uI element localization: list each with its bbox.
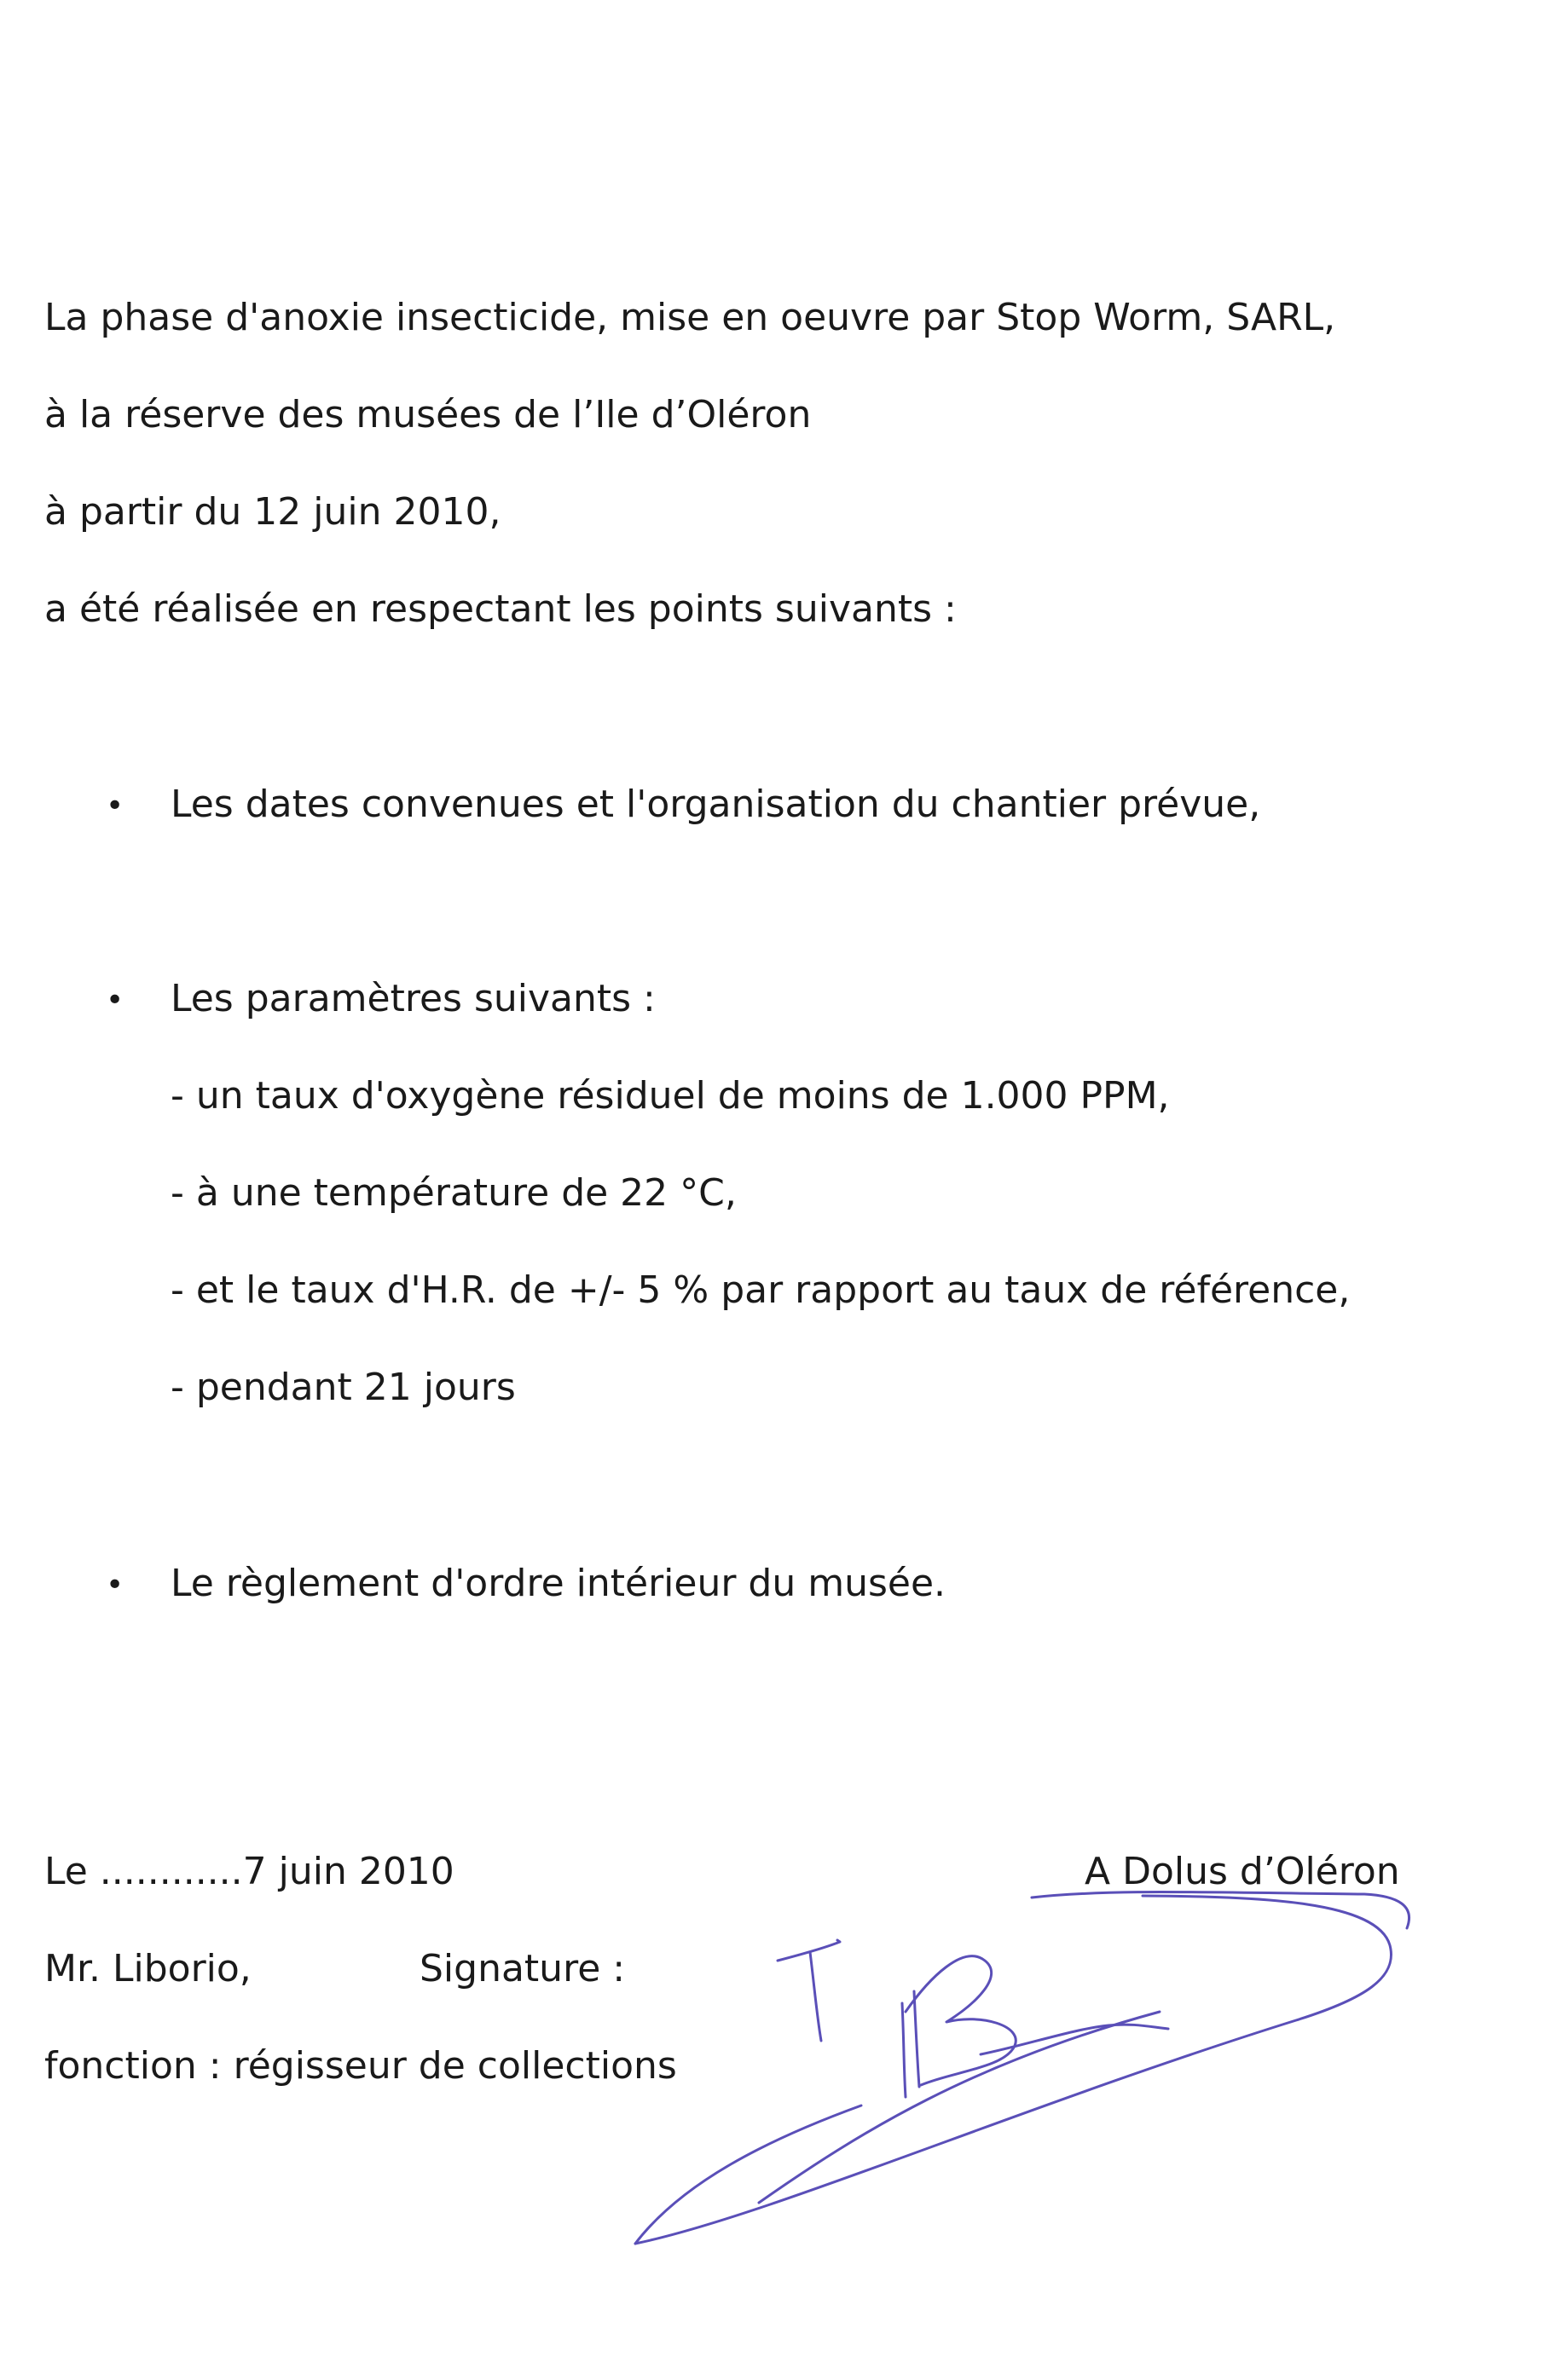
bullet-2: •	[106, 983, 124, 1018]
bullet-item-rules: Le règlement d'ordre intérieur du musée.	[171, 1562, 946, 1605]
date-line: Le ............7 juin 2010	[44, 1850, 454, 1893]
bullet-item-parameters: Les paramètres suivants :	[171, 977, 656, 1020]
place-line: A Dolus d’Oléron	[1085, 1850, 1400, 1893]
intro-line-2: à la réserve des musées de l’Ile d’Oléron	[44, 393, 812, 436]
intro-line-1: La phase d'anoxie insecticide, mise en oeuvre par Stop Worm, SARL,	[44, 296, 1336, 339]
parameter-temperature: - à une température de 22 °C,	[171, 1171, 737, 1215]
parameter-humidity: - et le taux d'H.R. de +/- 5 % par rapport au taux de référence,	[171, 1268, 1351, 1312]
signatory-name: Mr. Liborio,	[44, 1947, 252, 1990]
intro-line-4: a été réalisée en respectant les points suivants :	[44, 587, 957, 631]
bullet-item-dates: Les dates convenues et l'organisation du chantier prévue,	[171, 783, 1261, 826]
bullet-1: •	[106, 789, 124, 823]
parameter-duration: - pendant 21 jours	[171, 1366, 516, 1409]
signature-label: Signature :	[420, 1947, 626, 1990]
bullet-3: •	[106, 1568, 124, 1603]
intro-line-3: à partir du 12 juin 2010,	[44, 490, 501, 534]
signatory-function: fonction : régisseur de collections	[44, 2044, 677, 2088]
parameter-oxygen: - un taux d'oxygène résiduel de moins de 1.000 PPM,	[171, 1074, 1170, 1118]
